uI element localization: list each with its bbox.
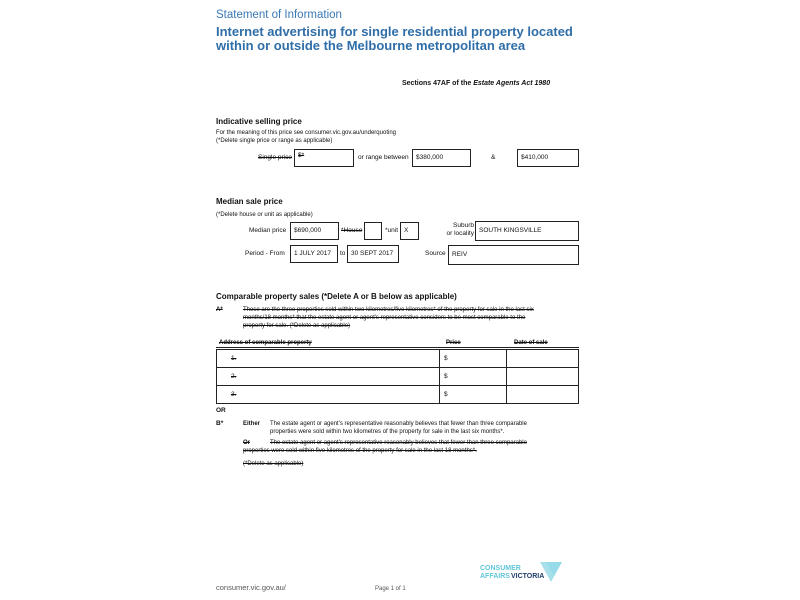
row-number: 1.	[231, 355, 237, 362]
logo-affairs: AFFAIRS	[480, 573, 510, 580]
document-label: Statement of Information	[216, 9, 342, 21]
suburb-label-line2: or locality	[446, 230, 474, 237]
col-header-address: Address of comparable property	[219, 340, 312, 346]
option-a-text-line3: property for sale. (*Delete as applicable)	[243, 323, 351, 329]
table-row	[217, 386, 579, 404]
address-cell[interactable]	[217, 350, 440, 368]
col-header-date: Date of sale	[514, 340, 548, 346]
range-high-field[interactable]: $410,000	[517, 149, 579, 167]
house-label: *House	[341, 227, 363, 234]
date-cell[interactable]	[507, 386, 579, 404]
suburb-field[interactable]: SOUTH KINGSVILLE	[475, 221, 579, 241]
price-value: $	[444, 373, 448, 380]
single-price-value: $*	[298, 152, 305, 159]
act-reference	[402, 80, 550, 88]
comparable-sales-table	[216, 349, 579, 404]
source-label: Source	[425, 250, 446, 257]
act-name: Estate Agents Act 1980	[473, 80, 551, 87]
or-option-text-line2: properties were sold within five kilometres of the property for sale in the last 18 months*.	[243, 448, 477, 454]
act-prefix: Sections 47AF of the	[402, 80, 474, 87]
address-cell[interactable]	[217, 368, 440, 386]
unit-label: *unit	[385, 227, 399, 234]
option-a-text-line2: months/18 months* that the estate agent or agent's representative considers to be most comparable to the	[243, 315, 526, 321]
table-row	[217, 368, 579, 386]
house-field[interactable]	[364, 222, 382, 240]
single-price-field[interactable]	[294, 149, 354, 167]
median-price-field[interactable]: $690,000	[290, 222, 339, 240]
or-option-label: Or	[243, 440, 251, 446]
logo-line1: CONSUMER	[480, 565, 521, 572]
consumer-affairs-logo	[478, 560, 588, 586]
document-title: Internet advertising for single residential property located within or outside the Melbourne metropolitan area	[216, 24, 573, 53]
median-price-label: Median price	[249, 227, 287, 234]
address-cell[interactable]	[217, 386, 440, 404]
logo-line2	[480, 573, 544, 581]
single-price-label: Single price	[258, 154, 292, 161]
period-to-label: to	[340, 250, 346, 257]
or-option-text-line1: The estate agent or agent's representative reasonably believes that fewer than three comparable	[270, 440, 527, 446]
either-text-line1: The estate agent or agent's representative reasonably believes that fewer than three comparable	[270, 421, 527, 427]
price-value: $	[444, 391, 448, 398]
price-cell[interactable]	[440, 350, 507, 368]
option-a-text-line1: These are the three properties sold within two kilometres/five kilometres* of the property for sale in the last six	[243, 307, 534, 313]
page-number: Page 1 of 1	[375, 586, 406, 592]
indicative-note-delete: (*Delete single price or range as applicable)	[216, 138, 333, 144]
period-from-field[interactable]: 1 JULY 2017	[290, 245, 338, 263]
col-header-price: Price	[446, 340, 461, 346]
suburb-label-line1: Suburb	[453, 222, 474, 229]
indicative-price-title: Indicative selling price	[216, 117, 302, 126]
footer-url[interactable]: consumer.vic.gov.au/	[216, 583, 286, 592]
median-note-delete: (*Delete house or unit as applicable)	[216, 212, 313, 218]
logo-victoria: VICTORIA	[510, 573, 545, 580]
period-to-field[interactable]: 30 SEPT 2017	[347, 245, 399, 263]
either-label: Either	[243, 421, 261, 427]
option-b-label: B*	[216, 420, 224, 427]
option-a-label: A*	[216, 307, 223, 313]
table-row	[217, 350, 579, 368]
date-cell[interactable]	[507, 350, 579, 368]
median-price-title: Median sale price	[216, 197, 283, 206]
range-low-field[interactable]: $380,000	[412, 149, 471, 167]
date-cell[interactable]	[507, 368, 579, 386]
range-label: or range between	[358, 154, 409, 161]
row-number: 2.	[231, 373, 237, 380]
price-cell[interactable]	[440, 368, 507, 386]
indicative-note-meaning: For the meaning of this price see consumer.vic.gov.au/underquoting	[216, 130, 396, 136]
comparable-sales-title: Comparable property sales (*Delete A or B below as applicable)	[216, 292, 457, 301]
source-field[interactable]: REIV	[448, 245, 579, 265]
price-value: $	[444, 355, 448, 362]
unit-field[interactable]: X	[400, 222, 419, 240]
table-header-rule	[216, 347, 579, 348]
row-number: 3.	[231, 391, 237, 398]
either-text-line2: properties were sold within two kilometres of the property for sale in the last six months*.	[270, 429, 505, 435]
period-from-label: Period - From	[245, 250, 285, 257]
delete-note: (*Delete as applicable)	[243, 461, 304, 467]
or-separator: OR	[216, 407, 226, 414]
price-cell[interactable]	[440, 386, 507, 404]
range-ampersand: &	[491, 154, 496, 161]
